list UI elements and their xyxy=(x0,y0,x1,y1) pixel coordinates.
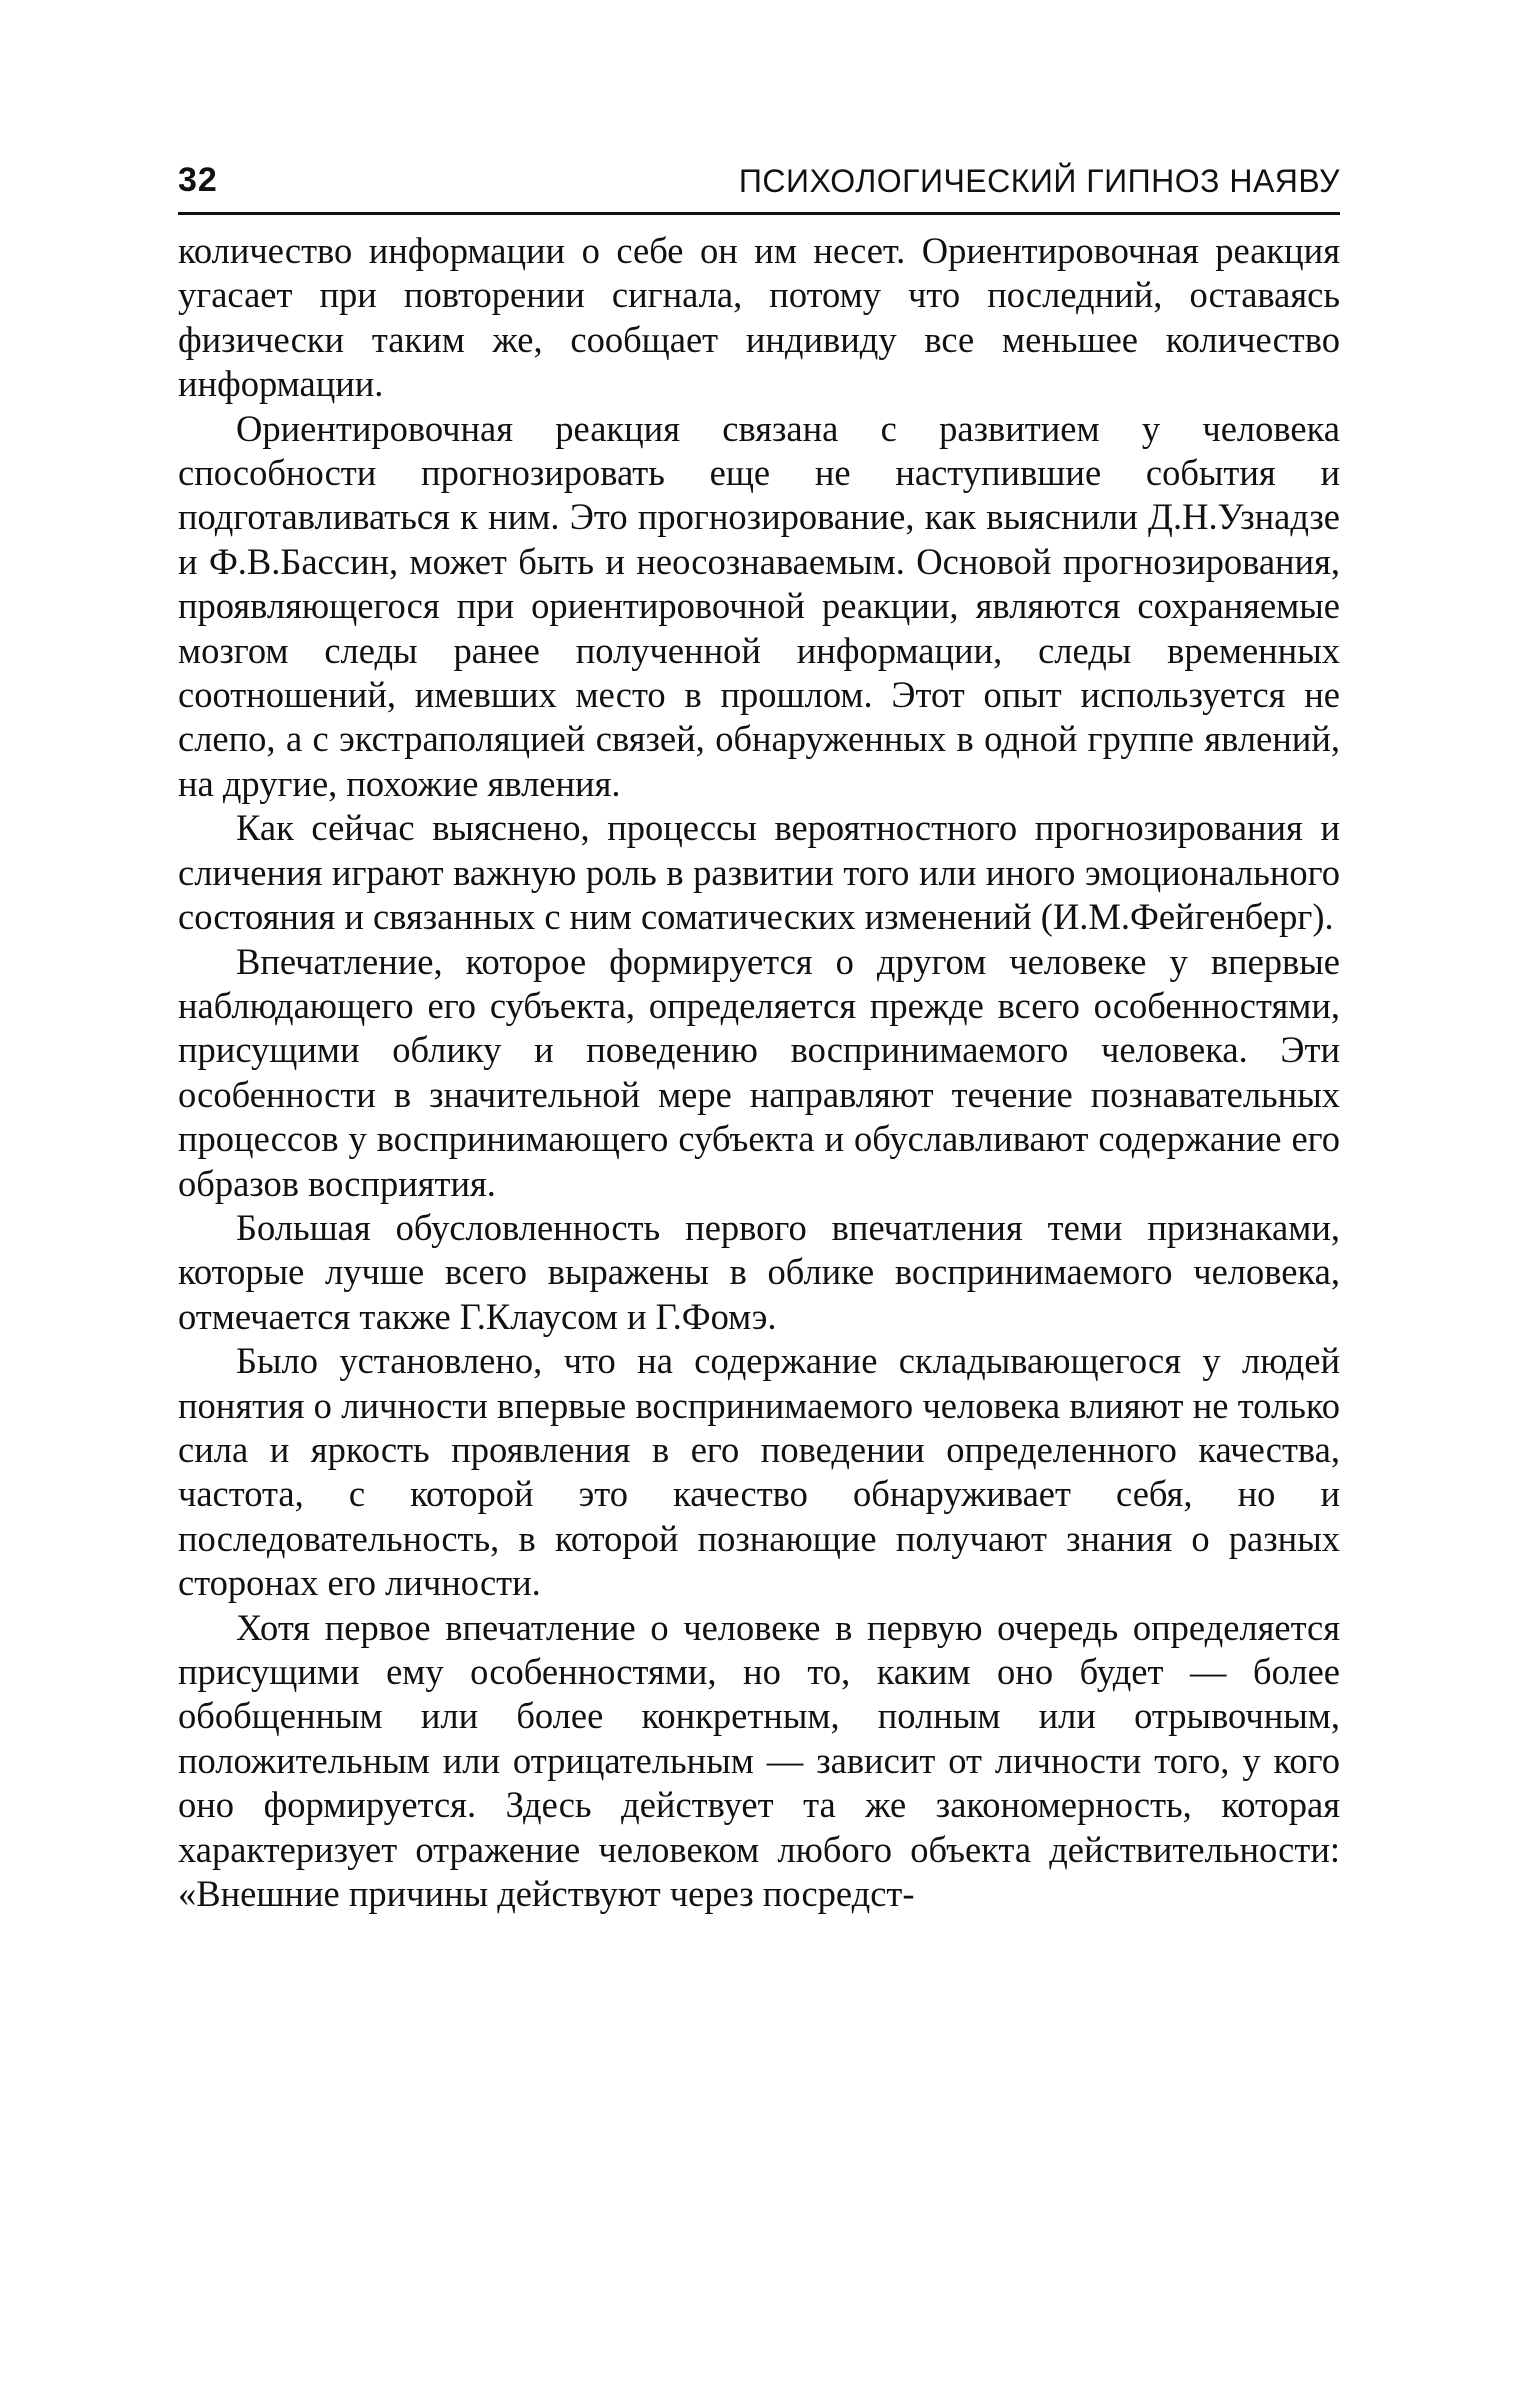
paragraph: Было установлено, что на содержание складывающегося у людей понятия о личности впервые воспринимаемого человека влияют не только сила и яркость проявления в его поведении определенного качества, частота, с которой это качество обнаруживает себя, но и последовательность, в которой познающие получают знания о разных сторонах его личности. xyxy=(178,1340,1340,1604)
paragraph: количество информации о себе он им несет. Ориентировочная реакция угасает при повторении сигнала, потому что последний, оставаясь физически таким же, сообщает индивиду все меньшее количество информации. xyxy=(178,230,1340,405)
book-title: ПСИХОЛОГИЧЕСКИЙ ГИПНОЗ НАЯВУ xyxy=(738,163,1340,199)
book-page xyxy=(178,148,1340,1916)
paragraph: Большая обусловленность первого впечатления теми признаками, которые лучше всего выражены в облике воспринимаемого человека, отмечается также Г.Клаусом и Г.Фомэ. xyxy=(178,1206,1340,1337)
running-head xyxy=(178,148,1340,200)
header-rule xyxy=(178,212,1340,215)
body-text xyxy=(178,229,1340,1916)
page-number: 32 xyxy=(178,161,218,199)
paragraph: Как сейчас выяснено, процессы вероятностного прогнозирования и сличения играют важную роль в развитии того или иного эмоционального состояния и связанных с ним соматических изменений (И.М.Фейгенберг). xyxy=(178,807,1340,938)
paragraph: Хотя первое впечатление о человеке в первую очередь определяется присущими ему особенностями, но то, каким оно будет — более обобщенным или более конкретным, полным или отрывочным, положительным или отрицательным — зависит от личности того, у кого оно формируется. Здесь действует та же закономерность, которая характеризует отражение человеком любого объекта действительности: «Внешние причины действуют через посредст- xyxy=(178,1606,1340,1915)
paragraph: Впечатление, которое формируется о другом человеке у впервые наблюдающего его субъекта, определяется прежде всего особенностями, присущими облику и поведению воспринимаемого человека. Эти особенности в значительной мере направляют течение познавательных процессов у воспринимающего субъекта и обуславливают содержание его образов восприятия. xyxy=(178,940,1340,1204)
paragraph: Ориентировочная реакция связана с развитием у человека способности прогнозировать еще не наступившие события и подготавливаться к ним. Это прогнозирование, как выяснили Д.Н.Узнадзе и Ф.В.Бассин, может быть и неосознаваемым. Основой прогнозирования, проявляющегося при ориентировочной реакции, являются сохраняемые мозгом следы ранее полученной информации, следы временных соотношений, имевших место в прошлом. Этот опыт используется не слепо, а с экстраполяцией связей, обнаруженных в одной группе явлений, на другие, похожие явления. xyxy=(178,407,1340,804)
